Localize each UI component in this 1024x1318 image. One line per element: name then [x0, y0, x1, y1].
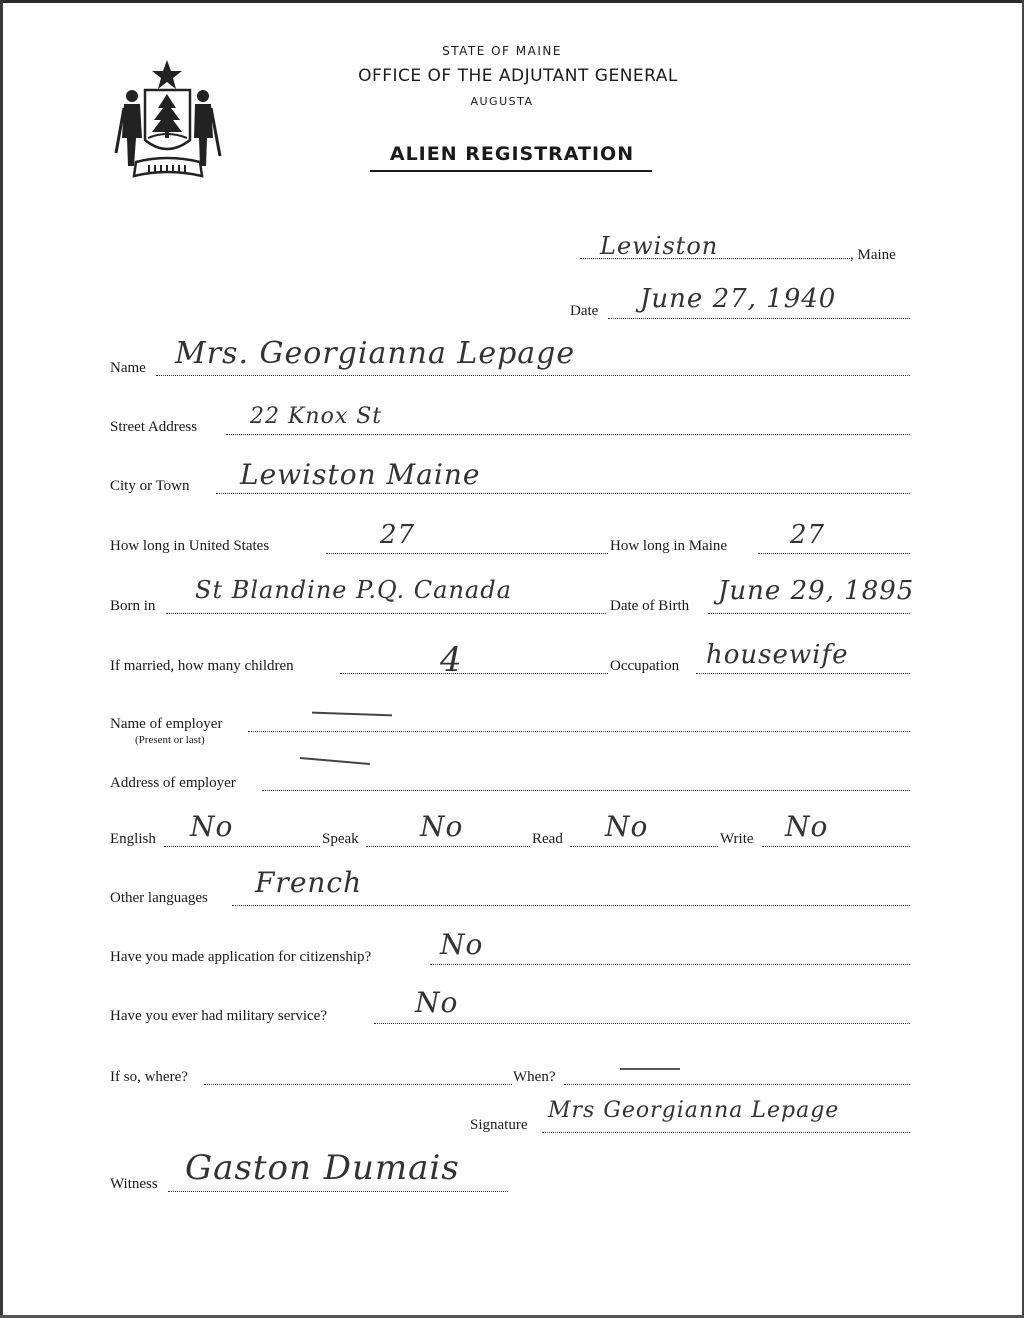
name-value: Mrs. Georgianna Lepage	[175, 336, 576, 371]
scan-border-left	[0, 0, 3, 1318]
how-long-maine-label: How long in Maine	[610, 538, 728, 554]
employer-dash-mark	[312, 712, 392, 717]
military-line	[374, 1023, 910, 1024]
when-line	[564, 1084, 910, 1085]
employer-label: Name of employer	[110, 716, 223, 732]
speak-line	[366, 846, 530, 847]
form-title: ALIEN REGISTRATION	[389, 143, 635, 165]
if-so-where-label: If so, where?	[110, 1069, 188, 1085]
how-long-us-label: How long in United States	[110, 538, 270, 554]
date-line	[608, 318, 910, 319]
read-line	[570, 846, 718, 847]
citizenship-value: No	[440, 928, 484, 961]
employer-address-dash-mark	[300, 757, 370, 765]
scan-border-top	[0, 0, 1024, 3]
city-value: Lewiston Maine	[240, 458, 481, 491]
citizenship-line	[430, 964, 910, 965]
signature-value: Mrs Georgianna Lepage	[548, 1098, 840, 1123]
write-value: No	[785, 810, 829, 843]
citizenship-label: Have you made application for citizenship?	[110, 949, 372, 965]
english-label: English	[110, 831, 156, 847]
town-value: Lewiston	[600, 232, 719, 260]
date-value: June 27, 1940	[640, 284, 837, 314]
street-label: Street Address	[110, 419, 198, 435]
if-so-where-line	[204, 1084, 512, 1085]
occupation-value: housewife	[706, 640, 849, 670]
header-state: STATE OF MAINE	[442, 44, 562, 58]
occupation-line	[696, 673, 910, 674]
city-line	[216, 493, 910, 494]
name-line	[156, 375, 910, 376]
other-languages-line	[232, 905, 910, 906]
when-label: When?	[513, 1069, 556, 1085]
signature-line	[542, 1132, 910, 1133]
employer-address-label: Address of employer	[110, 775, 236, 791]
witness-line	[168, 1191, 508, 1192]
street-value: 22 Knox St	[250, 404, 383, 429]
children-value: 4	[440, 640, 463, 680]
children-line	[340, 673, 608, 674]
witness-value: Gaston Dumais	[185, 1148, 460, 1188]
speak-value: No	[420, 810, 464, 843]
read-value: No	[605, 810, 649, 843]
signature-label: Signature	[470, 1117, 528, 1133]
header-city: AUGUSTA	[470, 95, 534, 108]
header-office: OFFICE OF THE ADJUTANT GENERAL	[358, 66, 678, 86]
born-in-value: St Blandine P.Q. Canada	[195, 576, 512, 604]
read-label: Read	[532, 831, 563, 847]
city-label: City or Town	[110, 478, 190, 494]
maine-suffix: , Maine	[850, 247, 896, 263]
dob-label: Date of Birth	[610, 598, 690, 614]
employer-line	[248, 731, 910, 732]
street-line	[226, 434, 910, 435]
english-value: No	[190, 810, 234, 843]
name-label: Name	[110, 360, 146, 376]
employer-sublabel: (Present or last)	[135, 734, 205, 746]
english-line	[164, 846, 320, 847]
date-label: Date	[570, 303, 599, 319]
occupation-label: Occupation	[610, 658, 680, 674]
children-label: If married, how many children	[110, 658, 294, 674]
dob-line	[708, 613, 910, 614]
title-underline	[370, 170, 652, 172]
born-in-line	[166, 613, 606, 614]
how-long-us-value: 27	[380, 520, 416, 550]
employer-address-line	[262, 790, 910, 791]
when-dash-mark	[620, 1068, 680, 1070]
witness-label: Witness	[110, 1176, 158, 1192]
how-long-maine-line	[758, 553, 910, 554]
write-line	[762, 846, 910, 847]
write-label: Write	[720, 831, 754, 847]
military-value: No	[415, 986, 459, 1019]
other-languages-value: French	[255, 866, 363, 899]
dob-value: June 29, 1895	[718, 576, 915, 606]
other-languages-label: Other languages	[110, 890, 208, 906]
born-in-label: Born in	[110, 598, 156, 614]
speak-label: Speak	[322, 831, 359, 847]
how-long-maine-value: 27	[790, 520, 826, 550]
how-long-us-line	[326, 553, 608, 554]
military-label: Have you ever had military service?	[110, 1008, 327, 1024]
